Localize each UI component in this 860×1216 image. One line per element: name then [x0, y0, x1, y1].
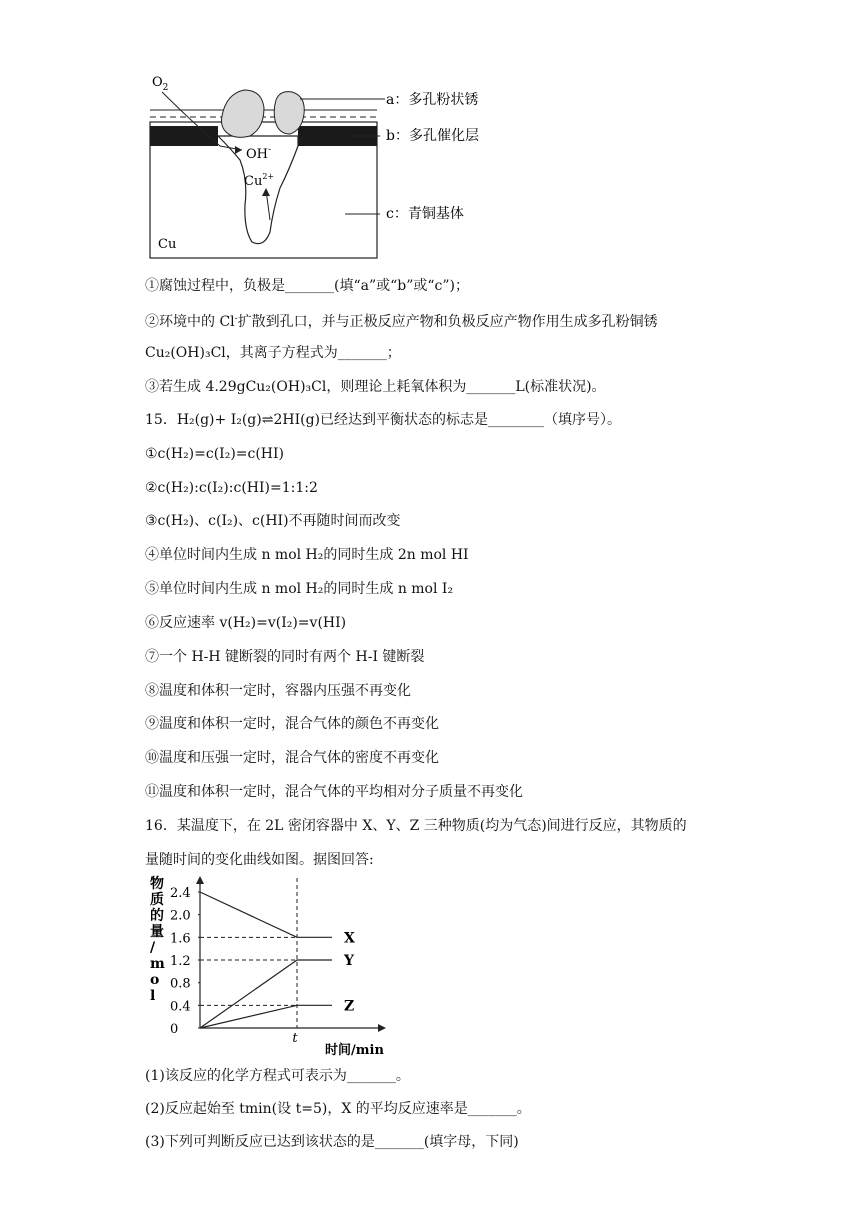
q15-item: ③c(H₂)、c(I₂)、c(HI)不再随时间而改变 — [145, 513, 401, 529]
x-axis-label: 时间/min — [325, 1043, 384, 1058]
q14-part2: ②环境中的 Cl-扩散到孔口，并与正极反应产物和负极反应产物作用生成多孔粉铜锈 — [145, 314, 658, 330]
q14-part3: ③若生成 4.29gCu₂(OH)₃Cl，则理论上耗氧体积为_______L(标准状况)。 — [145, 379, 606, 395]
y-tick-label: 1.2 — [170, 954, 191, 969]
cu-label: Cu — [158, 237, 177, 252]
y-axis-label-char: 量 — [150, 924, 164, 940]
q15-item: ⑧温度和体积一定时，容器内压强不再变化 — [145, 683, 411, 699]
q14-part1: ①腐蚀过程中，负极是_______(填“a”或“b”或“c”)； — [145, 278, 470, 294]
label-c: c：青铜基体 — [386, 206, 464, 222]
y-tick-label: 2.4 — [170, 886, 191, 901]
oh-label: OH- — [246, 145, 272, 162]
q16-line1: 16．某温度下，在 2L 密闭容器中 X、Y、Z 三种物质(均为气态)间进行反应，其物质的 — [145, 818, 687, 834]
corrosion-diagram — [140, 70, 510, 265]
y-axis-label — [150, 875, 165, 1004]
y-axis-label-char: 质 — [150, 892, 164, 908]
label-b: b：多孔催化层 — [386, 128, 479, 144]
q16-sub2: (2)反应起始至 tmin(设 t=5)，X 的平均反应速率是_______。 — [145, 1101, 531, 1117]
series-line-y — [200, 960, 332, 1028]
y-axis-label-char: 的 — [150, 908, 164, 924]
q15-item: ②c(H₂):c(I₂):c(HI)=1:1:2 — [145, 480, 318, 496]
series-label-y: Y — [344, 953, 354, 969]
q15-item: ⑩温度和压强一定时，混合气体的密度不再变化 — [145, 750, 439, 766]
q15-title: 15．H₂(g)+ I₂(g)⇌2HI(g)已经达到平衡状态的标志是________（填序号）。 — [145, 412, 621, 428]
q16-line2: 量随时间的变化曲线如图。据图回答: — [145, 852, 374, 868]
q15-item: ⑤单位时间内生成 n mol H₂的同时生成 n mol I₂ — [145, 581, 454, 597]
x-axis-arrow — [378, 1024, 386, 1032]
q14-part2-cont: Cu₂(OH)₃Cl，其离子方程式为_______； — [145, 345, 401, 361]
q15-item: ⑥反应速率 v(H₂)=v(I₂)=v(HI) — [145, 615, 347, 631]
y-axis-label-char: l — [150, 988, 156, 1004]
label-a: a：多孔粉状锈 — [386, 92, 479, 108]
y-axis-label-char: / — [150, 940, 156, 956]
x-tick-t: t — [292, 1031, 298, 1046]
y-tick-label: 1.6 — [170, 931, 191, 947]
q16-sub1: (1)该反应的化学方程式可表示为_______。 — [145, 1068, 410, 1084]
series-label-x: X — [344, 930, 355, 947]
mole-time-chart — [140, 872, 400, 1062]
y-axis-label-char: 物 — [150, 876, 164, 892]
q16-sub3: (3)下列可判断反应已达到该状态的是_______(填字母，下同) — [145, 1134, 519, 1150]
y-tick-label: 0.8 — [170, 976, 191, 992]
q15-item: ⑦一个 H-H 键断裂的同时有两个 H-I 键断裂 — [145, 649, 425, 665]
q15-item: ①c(H₂)=c(I₂)=c(HI) — [145, 446, 285, 462]
o2-label: $O_2$ — [152, 75, 169, 93]
cu2-label: $Cu^{2+}$ — [244, 172, 275, 189]
series-label-z: Z — [344, 998, 355, 1015]
q15-item: ⑪温度和体积一定时，混合气体的平均相对分子质量不再变化 — [145, 784, 523, 800]
y-tick-label: 2.0 — [170, 908, 191, 924]
y-axis-arrow — [196, 876, 204, 884]
y-axis-label-char: m — [150, 956, 165, 972]
q15-item: ④单位时间内生成 n mol H₂的同时生成 2n mol HI — [145, 547, 469, 563]
series-line-z — [200, 1005, 332, 1028]
y-tick-label: 0.4 — [170, 999, 191, 1015]
q15-item: ⑨温度和体积一定时，混合气体的颜色不再变化 — [145, 716, 439, 732]
y-axis-label-char: o — [150, 972, 160, 988]
series-line-x — [200, 892, 332, 937]
y-tick-label: 0 — [170, 1022, 179, 1037]
